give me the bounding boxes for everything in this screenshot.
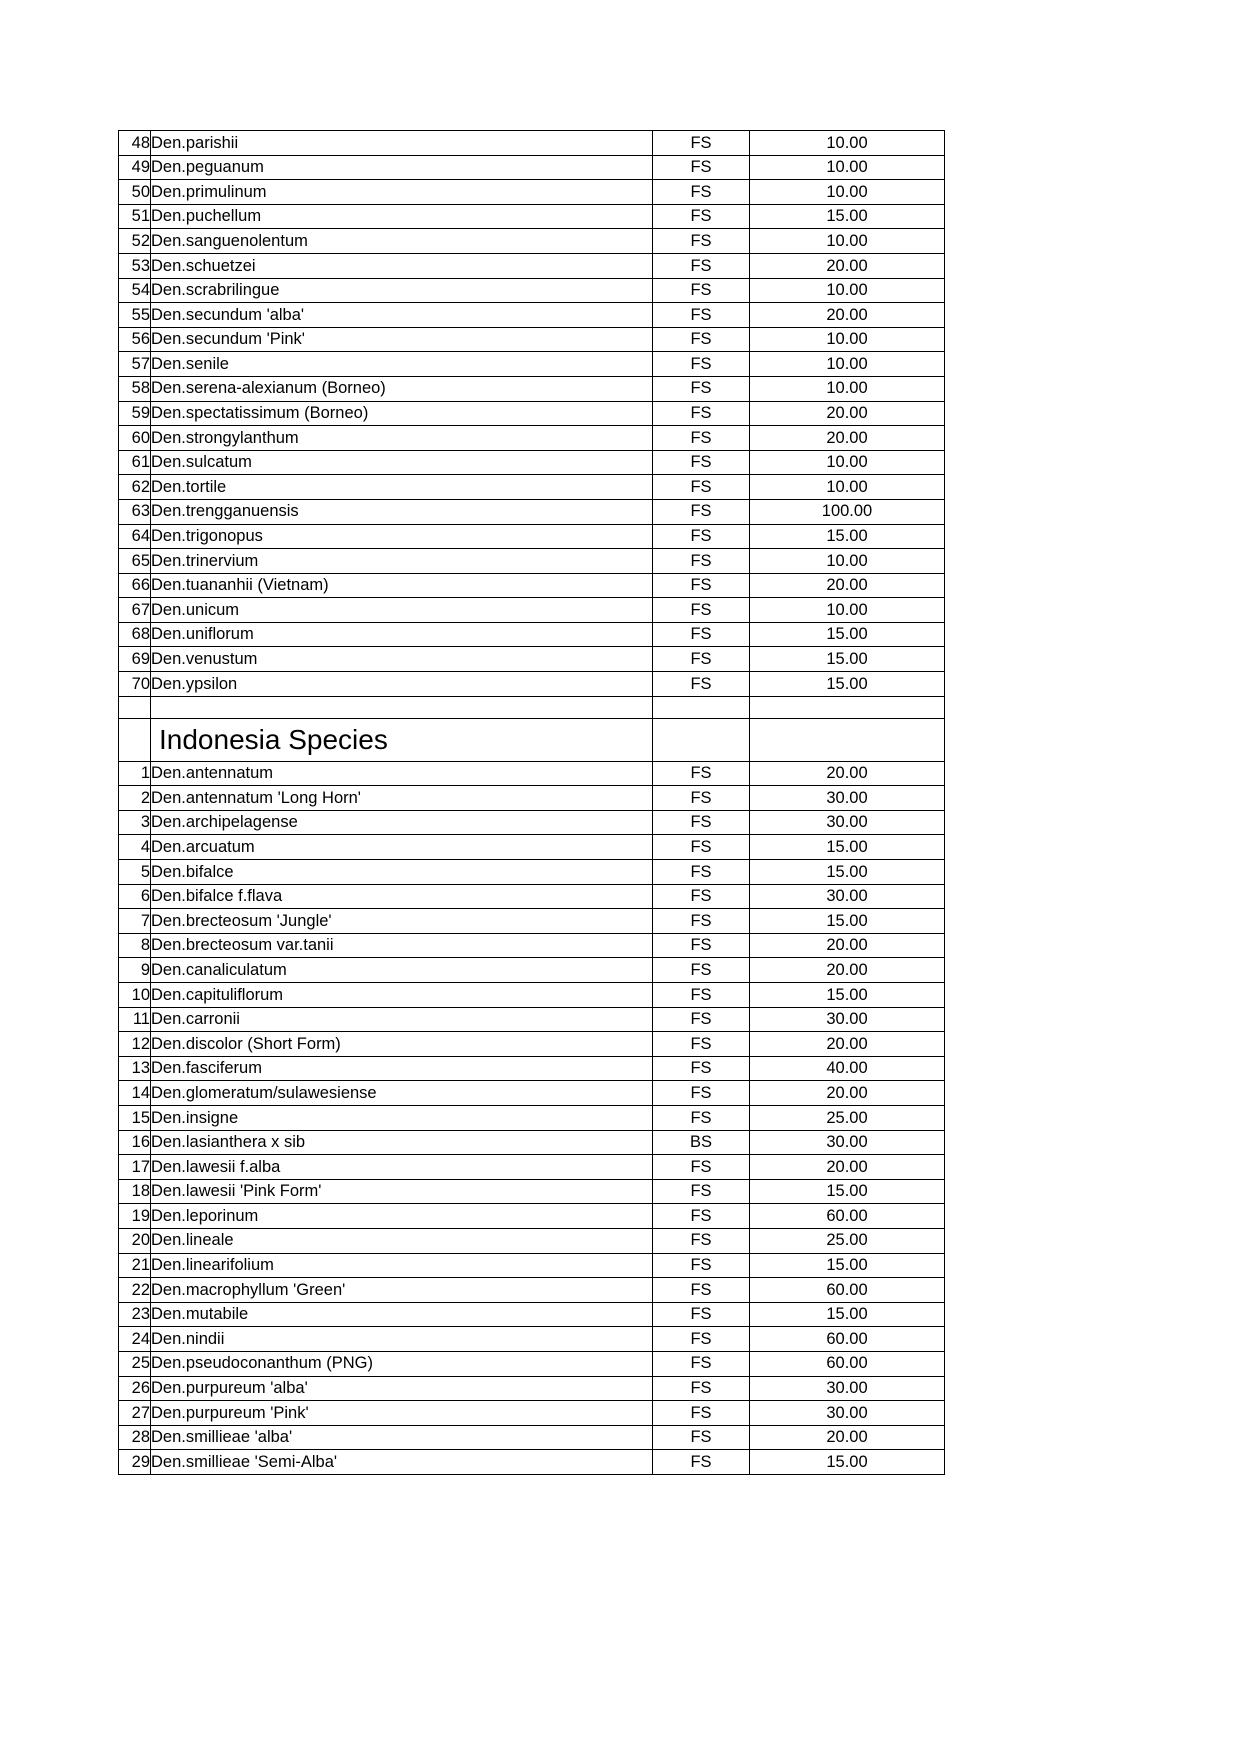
table-row: [119, 810, 945, 835]
size-code-cell: FS: [653, 1105, 750, 1130]
table-row: [119, 1376, 945, 1401]
table-row: [119, 983, 945, 1008]
size-code-cell: FS: [653, 1278, 750, 1303]
species-name-cell: Den.trigonopus: [151, 524, 653, 549]
row-number-cell: 26: [119, 1376, 151, 1401]
price-cell: 60.00: [750, 1327, 945, 1352]
row-number-cell: 24: [119, 1327, 151, 1352]
row-number-cell: 14: [119, 1081, 151, 1106]
table-row: [119, 884, 945, 909]
price-cell: 15.00: [750, 647, 945, 672]
row-number-cell: 10: [119, 983, 151, 1008]
table-row: [119, 573, 945, 598]
price-cell: 60.00: [750, 1204, 945, 1229]
table-row: [119, 1056, 945, 1081]
size-code-cell: FS: [653, 1302, 750, 1327]
table-row: [119, 131, 945, 156]
row-number-cell: 28: [119, 1425, 151, 1450]
price-cell: 30.00: [750, 1130, 945, 1155]
table-row: [119, 376, 945, 401]
row-number-cell: 25: [119, 1351, 151, 1376]
species-name-cell: Den.smillieae 'Semi-Alba': [151, 1450, 653, 1475]
price-cell: 20.00: [750, 401, 945, 426]
row-number-cell: [119, 696, 151, 718]
row-number-cell: 51: [119, 204, 151, 229]
size-code-cell: FS: [653, 1056, 750, 1081]
size-code-cell: FS: [653, 155, 750, 180]
price-cell: 30.00: [750, 1007, 945, 1032]
size-code-cell: FS: [653, 1228, 750, 1253]
row-number-cell: 12: [119, 1032, 151, 1057]
price-cell: 30.00: [750, 786, 945, 811]
table-row: [119, 426, 945, 451]
row-number-cell: [119, 718, 151, 761]
table-row: [119, 1105, 945, 1130]
species-name-cell: Den.purpureum 'Pink': [151, 1401, 653, 1426]
species-name-cell: Den.venustum: [151, 647, 653, 672]
species-name-cell: Den.glomeratum/sulawesiense: [151, 1081, 653, 1106]
size-code-cell: FS: [653, 909, 750, 934]
price-cell: 20.00: [750, 1032, 945, 1057]
species-name-cell: Den.smillieae 'alba': [151, 1425, 653, 1450]
price-cell: [750, 696, 945, 718]
table-row: [119, 647, 945, 672]
species-name-cell: Den.tortile: [151, 475, 653, 500]
species-name-cell: Den.leporinum: [151, 1204, 653, 1229]
species-name-cell: Den.purpureum 'alba': [151, 1376, 653, 1401]
row-number-cell: 67: [119, 598, 151, 623]
size-code-cell: FS: [653, 1327, 750, 1352]
species-name-cell: Den.macrophyllum 'Green': [151, 1278, 653, 1303]
table-row: [119, 352, 945, 377]
size-code-cell: FS: [653, 958, 750, 983]
row-number-cell: 3: [119, 810, 151, 835]
table-row: [119, 1351, 945, 1376]
size-code-cell: FS: [653, 426, 750, 451]
row-number-cell: 56: [119, 327, 151, 352]
table-row: [119, 622, 945, 647]
species-name-cell: Den.insigne: [151, 1105, 653, 1130]
row-number-cell: 18: [119, 1179, 151, 1204]
table-section-header-row: [119, 718, 945, 761]
table-row: [119, 327, 945, 352]
row-number-cell: 55: [119, 303, 151, 328]
price-cell: 20.00: [750, 573, 945, 598]
species-name-cell: Den.brecteosum var.tanii: [151, 933, 653, 958]
price-cell: 25.00: [750, 1105, 945, 1130]
row-number-cell: 57: [119, 352, 151, 377]
price-cell: 40.00: [750, 1056, 945, 1081]
size-code-cell: FS: [653, 761, 750, 786]
size-code-cell: FS: [653, 376, 750, 401]
size-code-cell: FS: [653, 1007, 750, 1032]
species-name-cell: Den.bifalce: [151, 860, 653, 885]
size-code-cell: FS: [653, 1351, 750, 1376]
price-cell: 20.00: [750, 1155, 945, 1180]
species-name-cell: Den.spectatissimum (Borneo): [151, 401, 653, 426]
size-code-cell: FS: [653, 810, 750, 835]
size-code-cell: FS: [653, 1450, 750, 1475]
species-name-cell: Den.discolor (Short Form): [151, 1032, 653, 1057]
species-name-cell: Den.lawesii f.alba: [151, 1155, 653, 1180]
size-code-cell: FS: [653, 573, 750, 598]
price-list-table-container: [118, 130, 944, 1475]
table-row: [119, 155, 945, 180]
size-code-cell: FS: [653, 1204, 750, 1229]
price-cell: 10.00: [750, 598, 945, 623]
price-cell: 15.00: [750, 983, 945, 1008]
row-number-cell: 70: [119, 672, 151, 697]
species-name-cell: Den.scrabrilingue: [151, 278, 653, 303]
price-cell: 15.00: [750, 622, 945, 647]
row-number-cell: 50: [119, 180, 151, 205]
species-name-cell: Den.peguanum: [151, 155, 653, 180]
row-number-cell: 13: [119, 1056, 151, 1081]
price-list-table: [118, 130, 945, 1475]
size-code-cell: FS: [653, 1179, 750, 1204]
size-code-cell: FS: [653, 278, 750, 303]
species-name-cell: Den.serena-alexianum (Borneo): [151, 376, 653, 401]
species-name-cell: Den.carronii: [151, 1007, 653, 1032]
table-row: [119, 835, 945, 860]
row-number-cell: 62: [119, 475, 151, 500]
table-row: [119, 1007, 945, 1032]
row-number-cell: 59: [119, 401, 151, 426]
price-cell: 20.00: [750, 426, 945, 451]
size-code-cell: FS: [653, 672, 750, 697]
price-cell: 15.00: [750, 1450, 945, 1475]
row-number-cell: 19: [119, 1204, 151, 1229]
size-code-cell: FS: [653, 647, 750, 672]
size-code-cell: FS: [653, 401, 750, 426]
row-number-cell: 5: [119, 860, 151, 885]
price-cell: 20.00: [750, 303, 945, 328]
table-row: [119, 598, 945, 623]
species-name-cell: Den.trengganuensis: [151, 499, 653, 524]
species-name-cell: Den.brecteosum 'Jungle': [151, 909, 653, 934]
size-code-cell: FS: [653, 549, 750, 574]
price-cell: 15.00: [750, 204, 945, 229]
species-name-cell: Den.antennatum: [151, 761, 653, 786]
table-row: [119, 1155, 945, 1180]
table-row: [119, 524, 945, 549]
table-row: [119, 1204, 945, 1229]
row-number-cell: 68: [119, 622, 151, 647]
row-number-cell: 54: [119, 278, 151, 303]
row-number-cell: 7: [119, 909, 151, 934]
species-name-cell: Den.linearifolium: [151, 1253, 653, 1278]
size-code-cell: FS: [653, 499, 750, 524]
row-number-cell: 23: [119, 1302, 151, 1327]
table-row: [119, 860, 945, 885]
species-name-cell: Den.nindii: [151, 1327, 653, 1352]
row-number-cell: 15: [119, 1105, 151, 1130]
species-name-cell: Den.arcuatum: [151, 835, 653, 860]
species-name-cell: Den.primulinum: [151, 180, 653, 205]
price-cell: 60.00: [750, 1351, 945, 1376]
row-number-cell: 2: [119, 786, 151, 811]
size-code-cell: FS: [653, 303, 750, 328]
row-number-cell: 11: [119, 1007, 151, 1032]
species-name-cell: Den.lasianthera x sib: [151, 1130, 653, 1155]
size-code-cell: FS: [653, 327, 750, 352]
table-row: [119, 672, 945, 697]
price-cell: 20.00: [750, 933, 945, 958]
price-cell: 10.00: [750, 180, 945, 205]
price-cell: 60.00: [750, 1278, 945, 1303]
table-row: [119, 1425, 945, 1450]
size-code-cell: FS: [653, 1032, 750, 1057]
table-row: [119, 1130, 945, 1155]
table-row: [119, 909, 945, 934]
price-cell: 10.00: [750, 327, 945, 352]
table-row: [119, 1401, 945, 1426]
price-cell: 30.00: [750, 884, 945, 909]
species-name-cell: Den.lawesii 'Pink Form': [151, 1179, 653, 1204]
species-name-cell: Den.tuananhii (Vietnam): [151, 573, 653, 598]
table-row: [119, 204, 945, 229]
row-number-cell: 63: [119, 499, 151, 524]
table-row: [119, 1278, 945, 1303]
species-name-cell: Den.antennatum 'Long Horn': [151, 786, 653, 811]
size-code-cell: FS: [653, 1425, 750, 1450]
price-cell: 15.00: [750, 524, 945, 549]
price-cell: 10.00: [750, 352, 945, 377]
size-code-cell: FS: [653, 884, 750, 909]
row-number-cell: 17: [119, 1155, 151, 1180]
row-number-cell: 49: [119, 155, 151, 180]
species-name-cell: Den.parishii: [151, 131, 653, 156]
species-name-cell: Den.puchellum: [151, 204, 653, 229]
price-cell: 100.00: [750, 499, 945, 524]
price-cell: 10.00: [750, 131, 945, 156]
price-cell: 15.00: [750, 1302, 945, 1327]
table-row: [119, 933, 945, 958]
size-code-cell: FS: [653, 598, 750, 623]
size-code-cell: FS: [653, 1376, 750, 1401]
species-name-cell: Den.trinervium: [151, 549, 653, 574]
species-name-cell: Den.sulcatum: [151, 450, 653, 475]
species-name-cell: Den.uniflorum: [151, 622, 653, 647]
table-row: [119, 1179, 945, 1204]
size-code-cell: [653, 696, 750, 718]
price-cell: 20.00: [750, 253, 945, 278]
price-cell: 15.00: [750, 860, 945, 885]
size-code-cell: FS: [653, 1081, 750, 1106]
size-code-cell: FS: [653, 204, 750, 229]
row-number-cell: 52: [119, 229, 151, 254]
species-name-cell: Den.strongylanthum: [151, 426, 653, 451]
price-cell: 10.00: [750, 376, 945, 401]
table-row: [119, 229, 945, 254]
size-code-cell: FS: [653, 131, 750, 156]
size-code-cell: FS: [653, 983, 750, 1008]
species-name-cell: Den.canaliculatum: [151, 958, 653, 983]
species-name-cell: Den.sanguenolentum: [151, 229, 653, 254]
species-name-cell: Den.capituliflorum: [151, 983, 653, 1008]
row-number-cell: 60: [119, 426, 151, 451]
table-row: [119, 786, 945, 811]
table-row: [119, 549, 945, 574]
size-code-cell: FS: [653, 786, 750, 811]
row-number-cell: 9: [119, 958, 151, 983]
row-number-cell: 20: [119, 1228, 151, 1253]
size-code-cell: FS: [653, 622, 750, 647]
row-number-cell: 21: [119, 1253, 151, 1278]
table-row: [119, 450, 945, 475]
price-cell: 10.00: [750, 475, 945, 500]
row-number-cell: 48: [119, 131, 151, 156]
table-row: [119, 1450, 945, 1475]
row-number-cell: 65: [119, 549, 151, 574]
table-row: [119, 1228, 945, 1253]
row-number-cell: 61: [119, 450, 151, 475]
size-code-cell: BS: [653, 1130, 750, 1155]
table-row: [119, 1253, 945, 1278]
price-cell: 15.00: [750, 1179, 945, 1204]
row-number-cell: 6: [119, 884, 151, 909]
price-cell: 10.00: [750, 155, 945, 180]
size-code-cell: FS: [653, 524, 750, 549]
table-row: [119, 761, 945, 786]
size-code-cell: FS: [653, 450, 750, 475]
size-code-cell: FS: [653, 253, 750, 278]
table-row: [119, 180, 945, 205]
table-spacer-row: [119, 696, 945, 718]
table-row: [119, 401, 945, 426]
size-code-cell: FS: [653, 1401, 750, 1426]
price-cell: 15.00: [750, 672, 945, 697]
table-row: [119, 499, 945, 524]
row-number-cell: 53: [119, 253, 151, 278]
size-code-cell: FS: [653, 1155, 750, 1180]
table-row: [119, 1081, 945, 1106]
row-number-cell: 8: [119, 933, 151, 958]
price-cell: 20.00: [750, 958, 945, 983]
price-cell: 15.00: [750, 835, 945, 860]
species-name-cell: Den.senile: [151, 352, 653, 377]
table-row: [119, 303, 945, 328]
price-cell: 25.00: [750, 1228, 945, 1253]
species-name-cell: Den.pseudoconanthum (PNG): [151, 1351, 653, 1376]
row-number-cell: 58: [119, 376, 151, 401]
price-cell: 20.00: [750, 1425, 945, 1450]
species-name-cell: Den.schuetzei: [151, 253, 653, 278]
price-list-table-body: [119, 131, 945, 1475]
table-row: [119, 278, 945, 303]
price-cell: 15.00: [750, 909, 945, 934]
species-name-cell: Den.secundum 'Pink': [151, 327, 653, 352]
price-cell: [750, 718, 945, 761]
species-name-cell: Den.ypsilon: [151, 672, 653, 697]
price-cell: 10.00: [750, 229, 945, 254]
species-name-cell: Den.fasciferum: [151, 1056, 653, 1081]
price-cell: 30.00: [750, 810, 945, 835]
species-name-cell: [151, 696, 653, 718]
row-number-cell: 16: [119, 1130, 151, 1155]
size-code-cell: [653, 718, 750, 761]
price-cell: 10.00: [750, 549, 945, 574]
species-name-cell: Den.lineale: [151, 1228, 653, 1253]
price-cell: 10.00: [750, 278, 945, 303]
size-code-cell: FS: [653, 933, 750, 958]
price-cell: 30.00: [750, 1376, 945, 1401]
row-number-cell: 66: [119, 573, 151, 598]
table-row: [119, 958, 945, 983]
row-number-cell: 69: [119, 647, 151, 672]
table-row: [119, 1327, 945, 1352]
row-number-cell: 22: [119, 1278, 151, 1303]
size-code-cell: FS: [653, 229, 750, 254]
row-number-cell: 29: [119, 1450, 151, 1475]
species-name-cell: Den.bifalce f.flava: [151, 884, 653, 909]
size-code-cell: FS: [653, 352, 750, 377]
price-cell: 10.00: [750, 450, 945, 475]
species-name-cell: Den.unicum: [151, 598, 653, 623]
row-number-cell: 4: [119, 835, 151, 860]
size-code-cell: FS: [653, 1253, 750, 1278]
size-code-cell: FS: [653, 835, 750, 860]
table-row: [119, 475, 945, 500]
price-cell: 15.00: [750, 1253, 945, 1278]
price-cell: 30.00: [750, 1401, 945, 1426]
row-number-cell: 64: [119, 524, 151, 549]
row-number-cell: 27: [119, 1401, 151, 1426]
species-name-cell: Den.mutabile: [151, 1302, 653, 1327]
species-name-cell: Den.secundum 'alba': [151, 303, 653, 328]
price-cell: 20.00: [750, 761, 945, 786]
table-row: [119, 1302, 945, 1327]
table-row: [119, 1032, 945, 1057]
species-name-cell: Den.archipelagense: [151, 810, 653, 835]
size-code-cell: FS: [653, 475, 750, 500]
row-number-cell: 1: [119, 761, 151, 786]
size-code-cell: FS: [653, 860, 750, 885]
section-title-cell: Indonesia Species: [151, 718, 653, 761]
size-code-cell: FS: [653, 180, 750, 205]
table-row: [119, 253, 945, 278]
price-cell: 20.00: [750, 1081, 945, 1106]
